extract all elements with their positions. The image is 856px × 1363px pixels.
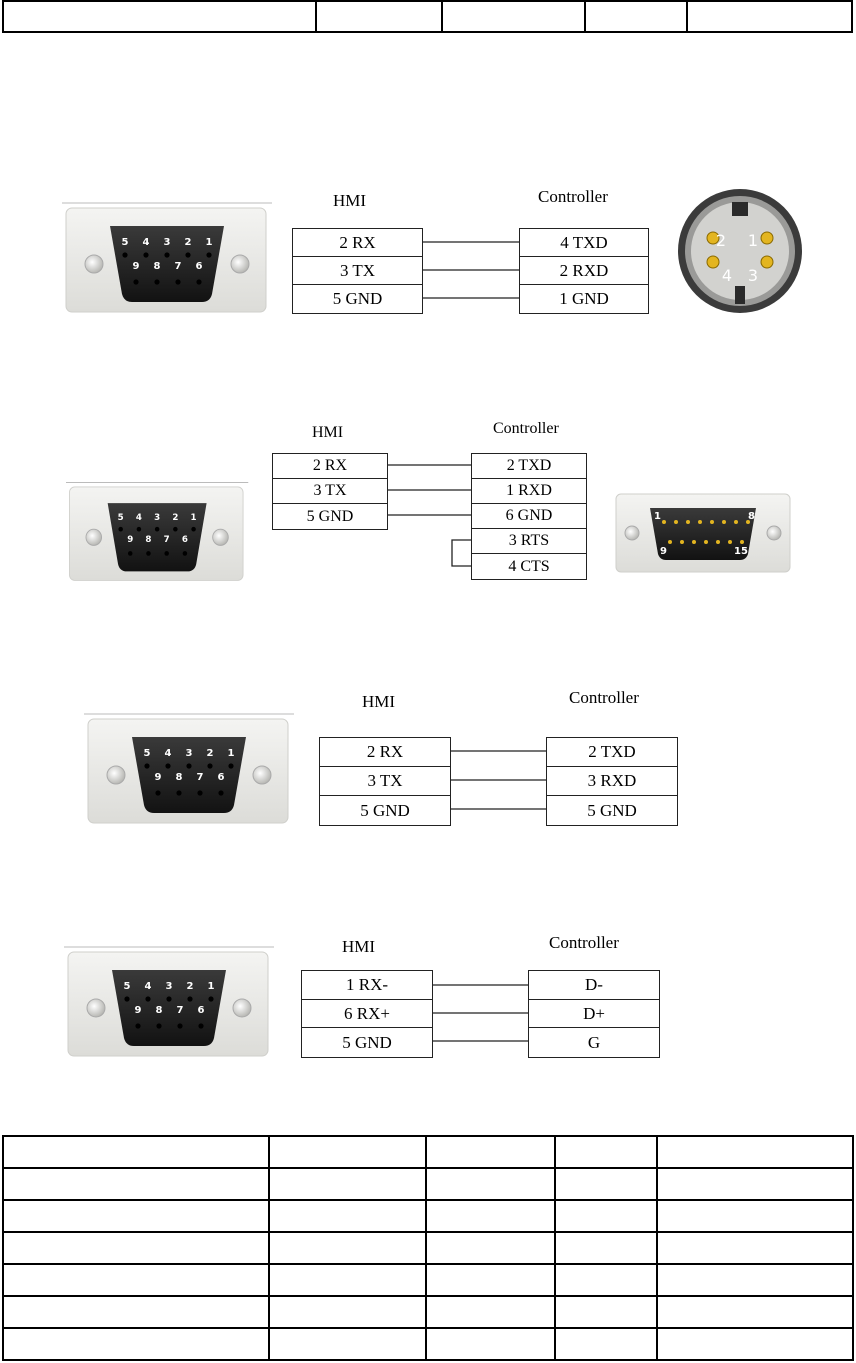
pin-row: 3 TX	[273, 479, 387, 504]
table-cell	[426, 1328, 555, 1360]
svg-text:7: 7	[174, 261, 182, 272]
svg-text:5: 5	[117, 513, 124, 524]
table-cell	[3, 1232, 269, 1264]
svg-text:1: 1	[205, 237, 213, 248]
pin-row: 5 GND	[360, 800, 410, 820]
table-row	[3, 1296, 853, 1328]
svg-text:6: 6	[181, 534, 188, 545]
pin-row: 2 RX	[293, 229, 422, 257]
table-cell	[657, 1264, 853, 1296]
pin-row: 2 TXD	[472, 454, 586, 479]
pin-row: 5 GND	[332, 289, 383, 308]
table-cell	[269, 1136, 426, 1168]
pin-row: 2 TXD	[547, 738, 677, 767]
controller-label: Controller	[569, 688, 639, 707]
pin-row: 5 GND	[306, 507, 354, 525]
pin-number: 8	[748, 511, 755, 522]
pin-row: 4 CTS	[508, 557, 550, 575]
svg-text:7: 7	[176, 1005, 184, 1016]
table-cell	[426, 1200, 555, 1232]
svg-text:6: 6	[195, 261, 203, 272]
pin-row: 1 RX-	[302, 971, 432, 1000]
pin-row: 3 RXD	[547, 767, 677, 796]
hmi-label: HMI	[362, 692, 396, 711]
table-cell	[269, 1232, 426, 1264]
svg-text:8: 8	[153, 261, 161, 272]
hmi-label: HMI	[333, 191, 367, 210]
table-cell	[269, 1264, 426, 1296]
table-row	[3, 1232, 853, 1264]
pin-number: 2	[715, 231, 727, 250]
table-cell	[426, 1168, 555, 1200]
pin-number: 1	[654, 511, 661, 522]
svg-text:2: 2	[186, 981, 194, 992]
svg-text:3: 3	[185, 748, 193, 759]
table-cell	[657, 1328, 853, 1360]
table-cell	[3, 1200, 269, 1232]
svg-text:5: 5	[143, 748, 151, 759]
svg-text:5: 5	[123, 981, 131, 992]
svg-text:2: 2	[206, 748, 214, 759]
pin-row: 2 RXD	[520, 257, 648, 285]
pin-row: 5 GND	[342, 1032, 392, 1052]
svg-text:3: 3	[163, 237, 171, 248]
pin-row: 1 RXD	[472, 479, 586, 504]
svg-text:4: 4	[142, 237, 150, 248]
pin-row: 2 RX	[273, 454, 387, 479]
svg-text:1: 1	[227, 748, 235, 759]
table-cell	[555, 1200, 657, 1232]
table-cell	[269, 1168, 426, 1200]
pin-row: 2 RX	[320, 738, 450, 767]
table-row	[3, 1264, 853, 1296]
table-cell	[426, 1232, 555, 1264]
svg-text:3: 3	[165, 981, 173, 992]
table-cell	[426, 1296, 555, 1328]
table-cell	[657, 1296, 853, 1328]
svg-text:1: 1	[207, 981, 215, 992]
pin-row: 1 GND	[559, 289, 609, 308]
svg-text:2: 2	[184, 237, 192, 248]
svg-text:9: 9	[132, 261, 140, 272]
svg-text:3: 3	[154, 513, 161, 524]
table-row	[3, 1328, 853, 1360]
table-cell	[555, 1328, 657, 1360]
pin-number: 1	[747, 231, 759, 250]
table-row	[3, 1200, 853, 1232]
table-cell	[657, 1136, 853, 1168]
pin-number: 9	[660, 546, 667, 557]
table-row	[3, 1168, 853, 1200]
pin-row: 6 RX+	[302, 1000, 432, 1028]
svg-text:7: 7	[163, 534, 170, 545]
table-cell	[269, 1200, 426, 1232]
pin-number: 15	[734, 546, 748, 557]
svg-text:1: 1	[190, 513, 197, 524]
svg-text:6: 6	[217, 772, 225, 783]
hmi-label: HMI	[342, 937, 376, 956]
svg-text:9: 9	[127, 534, 134, 545]
table-cell	[657, 1200, 853, 1232]
svg-text:4: 4	[144, 981, 152, 992]
table-cell	[555, 1264, 657, 1296]
svg-text:4: 4	[135, 513, 142, 524]
pin-row: 6 GND	[472, 504, 586, 529]
bottom-table	[2, 1135, 854, 1361]
controller-label: Controller	[538, 187, 608, 206]
table-cell	[269, 1296, 426, 1328]
table-cell	[3, 1264, 269, 1296]
svg-text:2: 2	[172, 513, 179, 524]
pin-row: 5 GND	[587, 800, 637, 820]
table-cell	[555, 1168, 657, 1200]
pin-number: 4	[721, 266, 733, 285]
table-cell	[3, 1168, 269, 1200]
table-cell	[3, 1328, 269, 1360]
pin-row: 3 TX	[320, 767, 450, 796]
svg-text:9: 9	[154, 772, 162, 783]
table-cell	[555, 1136, 657, 1168]
table-cell	[657, 1168, 853, 1200]
svg-text:6: 6	[197, 1005, 205, 1016]
table-cell	[555, 1232, 657, 1264]
hmi-label: HMI	[312, 424, 344, 441]
table-row	[3, 1136, 853, 1168]
table-cell	[269, 1328, 426, 1360]
pin-row: D+	[529, 1000, 659, 1028]
svg-text:8: 8	[155, 1005, 163, 1016]
table-cell	[426, 1264, 555, 1296]
table-cell	[657, 1232, 853, 1264]
pin-row: 3 RTS	[472, 529, 586, 554]
pin-row: G	[587, 1032, 601, 1052]
table-cell	[3, 1296, 269, 1328]
svg-text:8: 8	[175, 772, 183, 783]
table-cell	[555, 1296, 657, 1328]
pin-row: D-	[529, 971, 659, 1000]
svg-text:8: 8	[145, 534, 152, 545]
svg-text:5: 5	[121, 237, 129, 248]
controller-label: Controller	[549, 933, 619, 952]
controller-label: Controller	[493, 420, 559, 437]
pin-number: 3	[747, 266, 759, 285]
svg-text:4: 4	[164, 748, 172, 759]
pin-row: 3 TX	[293, 257, 422, 285]
table-cell	[426, 1136, 555, 1168]
svg-text:9: 9	[134, 1005, 142, 1016]
table-cell	[3, 1136, 269, 1168]
pin-row: 4 TXD	[520, 229, 648, 257]
svg-text:7: 7	[196, 772, 204, 783]
